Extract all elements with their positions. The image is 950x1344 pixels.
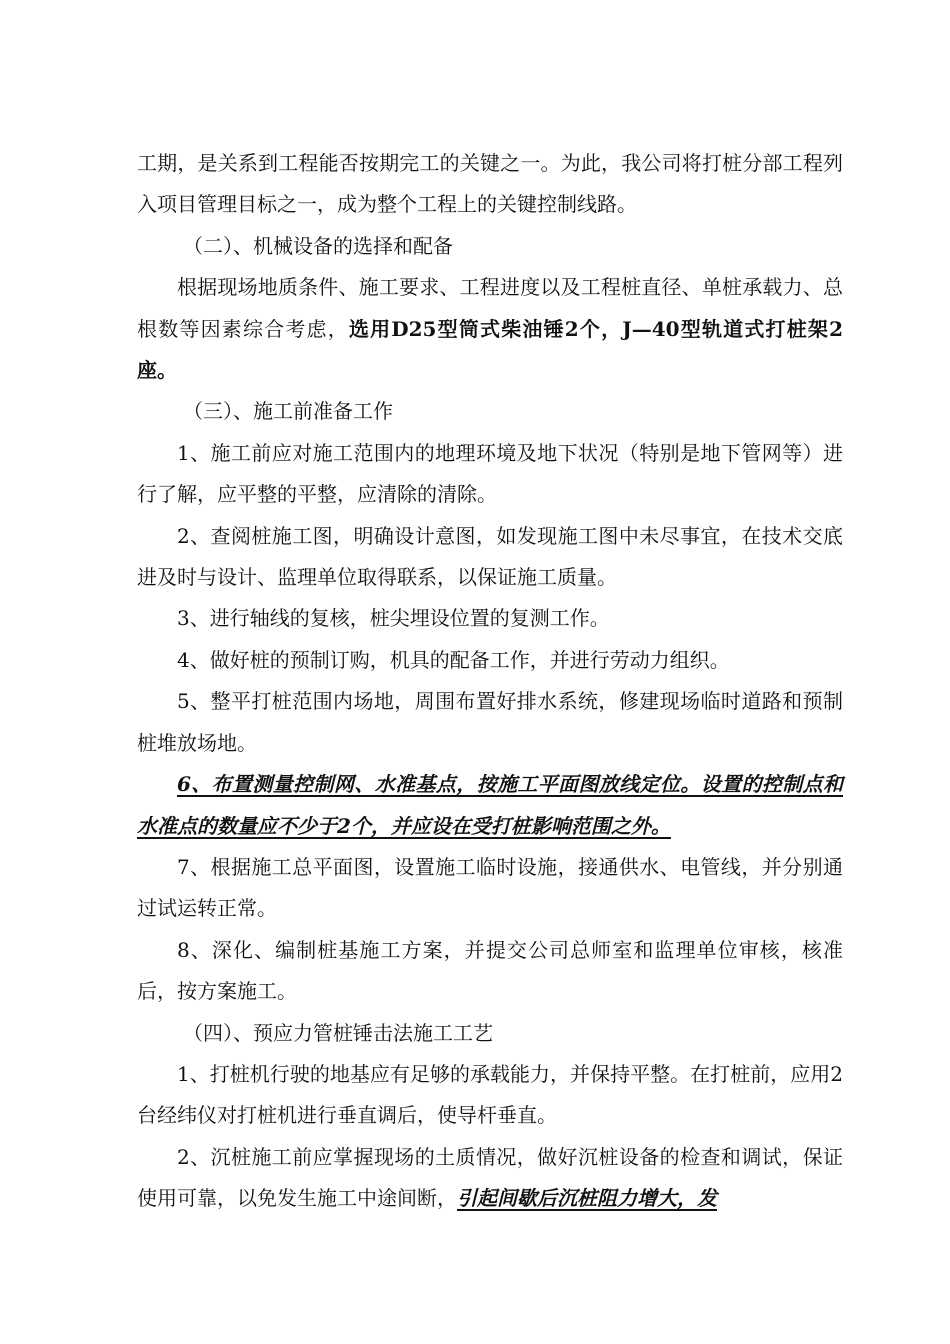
list-item-5: 5、整平打桩范围内场地，周围布置好排水系统，修建现场临时道路和预制桩堆放场地。 (137, 689, 843, 755)
process-item-2 (137, 1137, 843, 1220)
list-item-4: 4、做好桩的预制订购，机具的配备工作，并进行劳动力组织。 (177, 647, 730, 672)
document-body (137, 143, 843, 1220)
section-heading-3: （三）、施工前准备工作 (183, 399, 393, 424)
process-item-2-text: 2、沉桩施工前应掌握现场的土质情况，做好沉桩设备的检查和调试，保证使用可靠，以免发生施工中途间断， (137, 1144, 843, 1211)
list-item-3: 3、进行轴线的复核，桩尖埋设位置的复测工作。 (177, 606, 610, 631)
list-item-1: 1、施工前应对施工范围内的地理环境及地下状况（特别是地下管网等）进行了解，应平整的平整，应清除的清除。 (137, 440, 843, 507)
equipment-bold-text: 选用D25型筒式柴油锤2个，J—40型轨道式打桩架2座。 (137, 316, 844, 383)
list-item-6 (137, 764, 843, 847)
equipment-text: 根据现场地质条件、施工要求、工程进度以及工程桩直径、单桩承载力、总根数等因素综合考虑， (137, 275, 843, 341)
process-item-2-emphasis: 引起间歇后沉桩阻力增大，发 (457, 1186, 717, 1211)
list-item-2: 2、查阅桩施工图，明确设计意图，如发现施工图中未尽事宜，在技术交底进及时与设计、监理单位取得联系，以保证施工质量。 (137, 523, 843, 590)
list-item-8: 8、深化、编制桩基施工方案，并提交公司总师室和监理单位审核，核准后，按方案施工。 (137, 937, 843, 1004)
list-item-6-emphasis: 6、布置测量控制网、水准基点，按施工平面图放线定位。设置的控制点和水准点的数量应不少于2个，并应设在受打桩影响范围之外。 (137, 772, 843, 838)
list-item-7: 7、根据施工总平面图，设置施工临时设施，接通供水、电管线，并分别通过试运转正常。 (137, 854, 843, 921)
section-heading-4: （四）、预应力管桩锤击法施工工艺 (183, 1020, 493, 1045)
section-heading-2: （二）、机械设备的选择和配备 (183, 233, 453, 258)
paragraph-equipment (137, 267, 843, 391)
process-item-1: 1、打桩机行驶的地基应有足够的承载能力，并保持平整。在打桩前，应用2台经纬仪对打桩机进行垂直调后，使导杆垂直。 (137, 1061, 843, 1128)
paragraph-intro: 工期，是关系到工程能否按期完工的关键之一。为此，我公司将打桩分部工程列入项目管理目标之一，成为整个工程上的关键控制线路。 (137, 151, 843, 217)
